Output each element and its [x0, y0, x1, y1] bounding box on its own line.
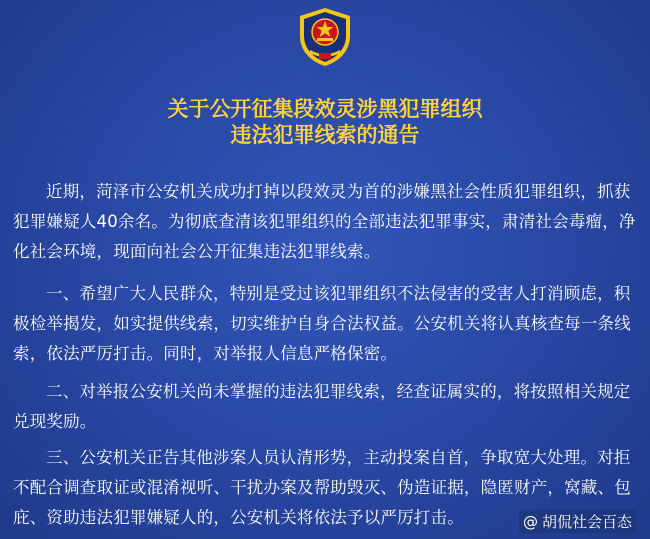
watermark [519, 510, 636, 533]
watermark-text: 胡侃社会百态 [541, 513, 632, 531]
police-emblem-icon [296, 6, 354, 68]
notice-title-line-2: 违法犯罪线索的通告 [230, 123, 420, 147]
paragraph-item-3: 三、公安机关正告其他涉案人员认清形势，主动投案自首，争取宽大处理。对拒不配合调查取证或混淆视听、干扰办案及帮助毁灭、伪造证据，隐匿财产，窝藏、包庇、资助违法犯罪嫌疑人的，公安机关将依法予以严厉打击。 [13, 448, 631, 527]
paragraph-item-1: 一、希望广大人民群众，特别是受过该犯罪组织不法侵害的受害人打消顾虑，积极检举揭发，如实提供线索，切实维护自身合法权益。公安机关将认真核查每一条线索，依法严厉打击。同时，对举报人信息严格保密。 [13, 284, 631, 363]
notice-title-line-1: 关于公开征集段效灵涉黑犯罪组织 [167, 97, 483, 121]
at-icon: @ [522, 512, 538, 531]
paragraph-intro: 近期，菏泽市公安机关成功打掉以段效灵为首的涉嫌黑社会性质犯罪组织，抓获犯罪嫌疑人40余名。为彻底查清该犯罪组织的全部违法犯罪事实，肃清社会毒瘤，净化社会环境，现面向社会公开征集违法犯罪线索。 [13, 182, 636, 261]
paragraph-item-2: 二、对举报公安机关尚未掌握的违法犯罪线索，经查证属实的，将按照相关规定兑现奖励。 [13, 382, 631, 431]
